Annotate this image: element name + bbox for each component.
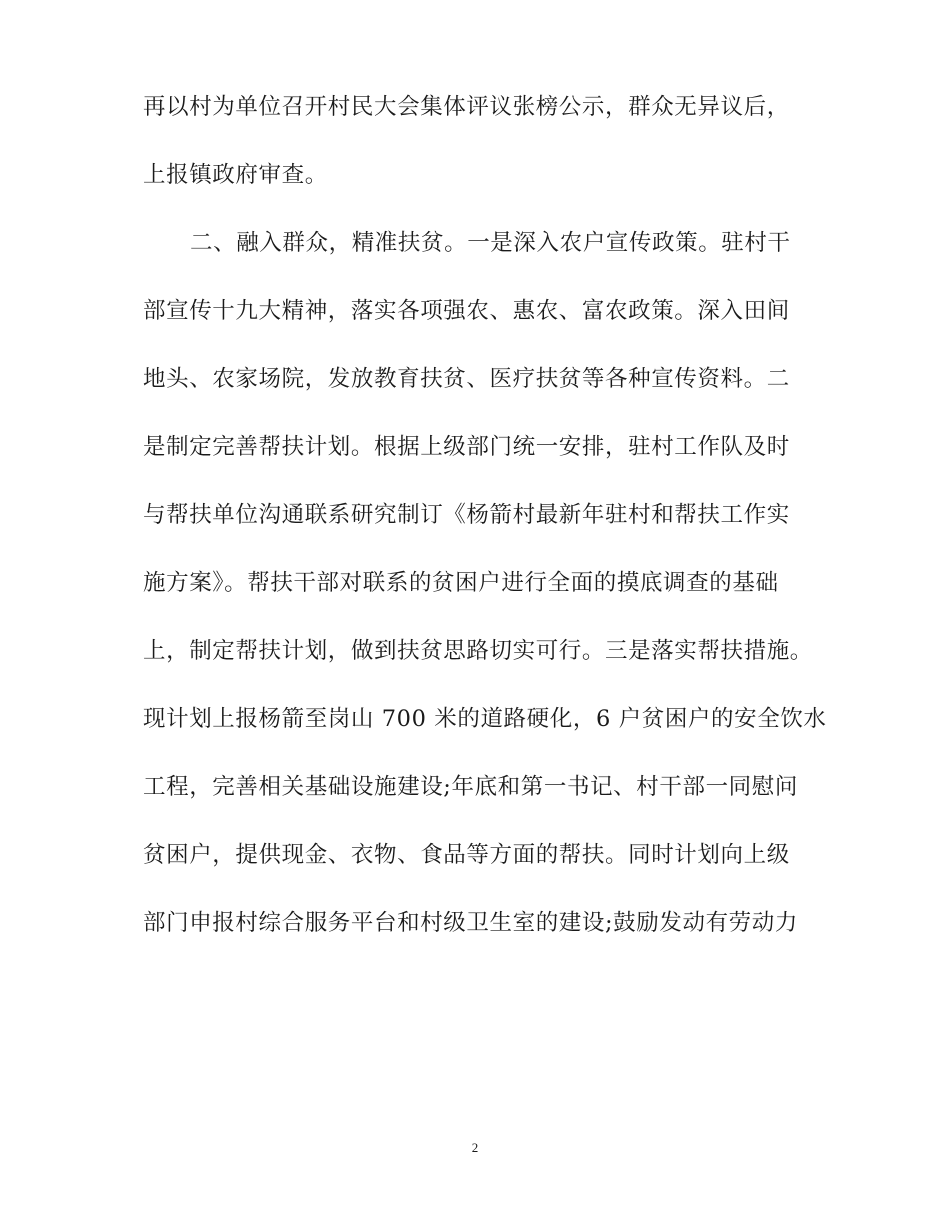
page-number: 2 — [471, 1140, 479, 1155]
text-line: 施方案》。帮扶干部对联系的贫困户进行全面的摸底调查的基础 — [143, 570, 779, 596]
text-line: 部宣传十九大精神，落实各项强农、惠农、富农政策。深入田间 — [143, 298, 790, 324]
paragraph-start-line: 二、融入群众，精准扶贫。一是深入农户宣传政策。驻村干 — [190, 230, 791, 256]
text-line: 工程，完善相关基础设施建设;年底和第一书记、村干部一同慰问 — [143, 774, 798, 800]
text-line: 是制定完善帮扶计划。根据上级部门统一安排，驻村工作队及时 — [143, 434, 790, 460]
text-line: 上，制定帮扶计划，做到扶贫思路切实可行。三是落实帮扶措施。 — [143, 638, 813, 664]
text-line: 再以村为单位召开村民大会集体评议张榜公示，群众无异议后， — [143, 94, 790, 120]
text-line: 地头、农家场院，发放教育扶贫、医疗扶贫等各种宣传资料。二 — [143, 366, 790, 392]
text-line: 与帮扶单位沟通联系研究制订《杨箭村最新年驻村和帮扶工作实 — [143, 502, 790, 528]
text-line: 部门申报村综合服务平台和村级卫生室的建设;鼓励发动有劳动力 — [143, 910, 798, 936]
text-line: 现计划上报杨箭至岗山 700 米的道路硬化，6 户贫困户的安全饮水 — [143, 706, 827, 732]
text-line: 上报镇政府审查。 — [143, 162, 328, 188]
text-line: 贫困户，提供现金、衣物、食品等方面的帮扶。同时计划向上级 — [143, 842, 790, 868]
